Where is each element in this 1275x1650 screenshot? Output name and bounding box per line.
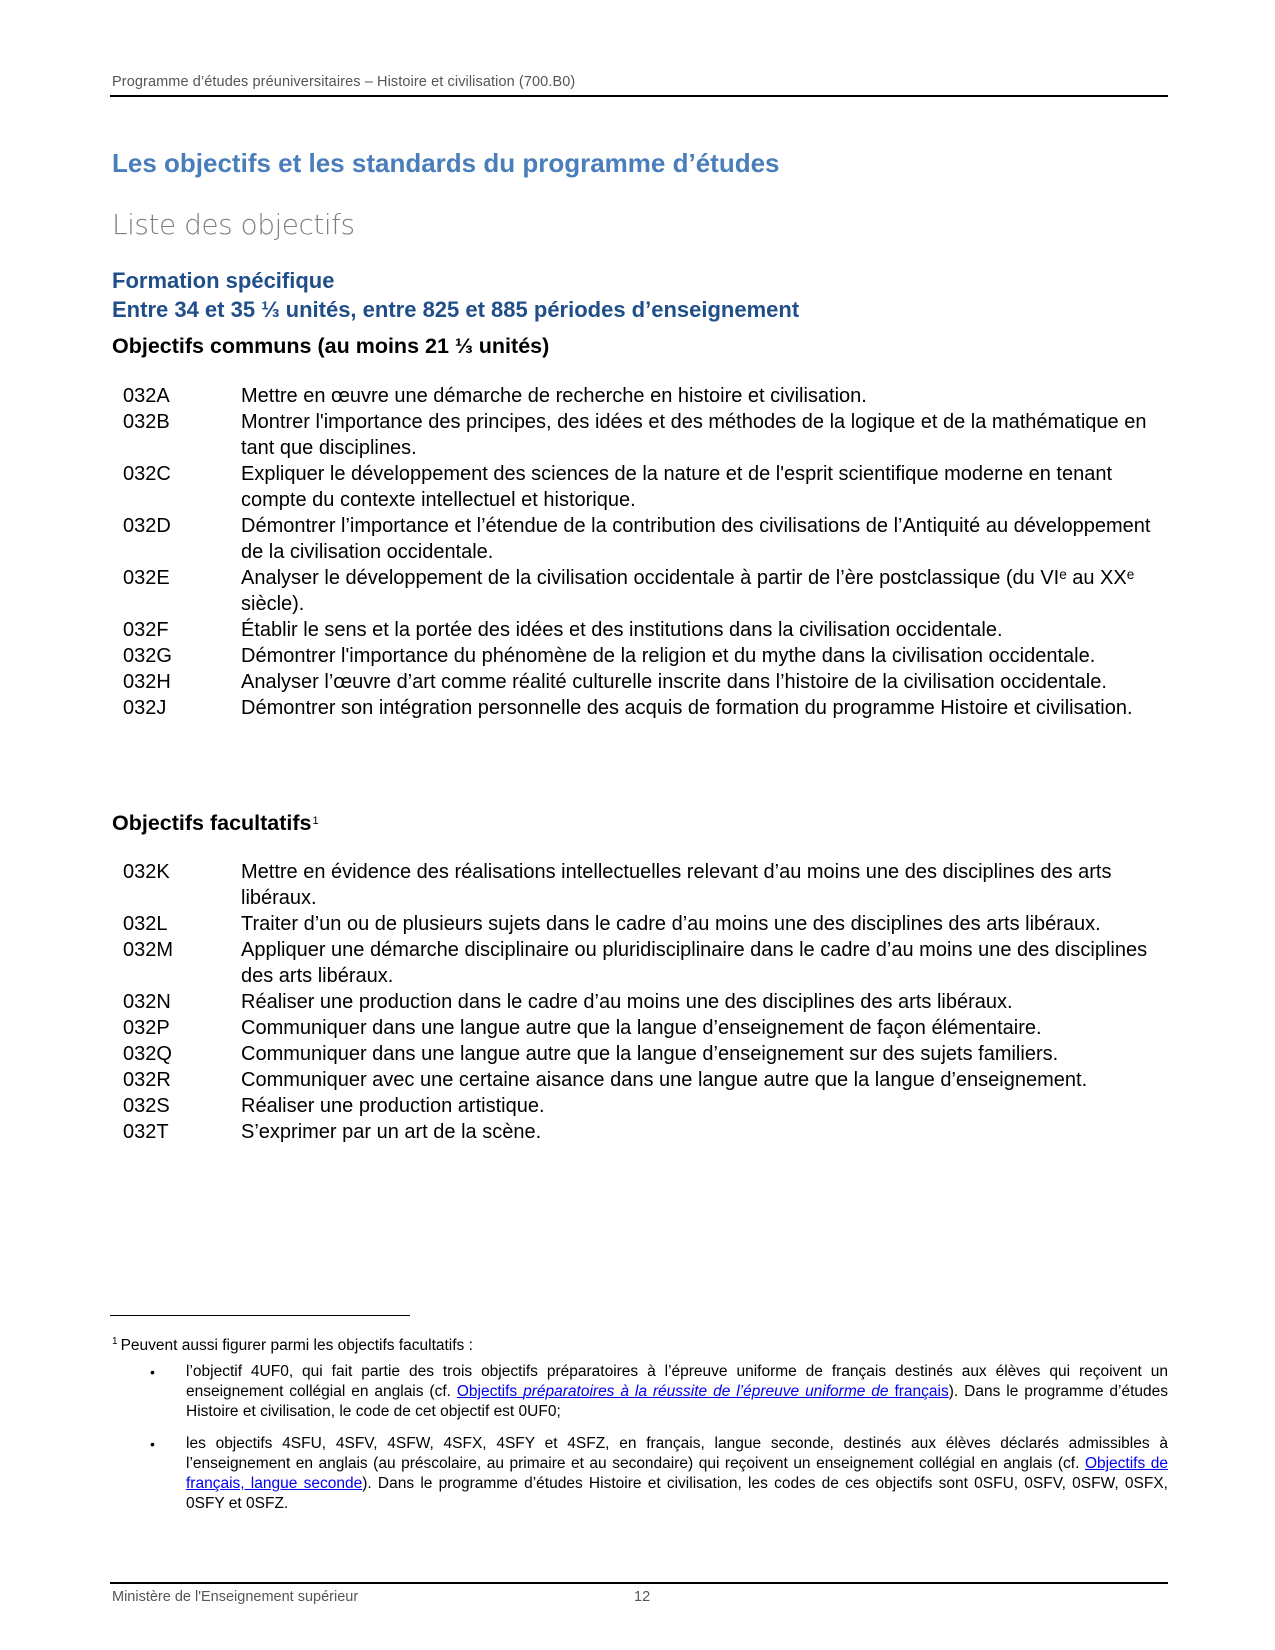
objective-text: Analyser le développement de la civilisation occidentale à partir de l’ère postclassique (du VIᵉ au XXᵉ siècle). <box>241 567 1135 615</box>
page-title: Les objectifs et les standards du programme d’études <box>112 148 780 178</box>
footer-ministry: Ministère de l'Enseignement supérieur <box>112 1589 359 1605</box>
footnote-intro <box>112 1336 473 1355</box>
objective-text: Mettre en œuvre une démarche de recherche en histoire et civilisation. <box>241 385 867 407</box>
objective-text: Communiquer dans une langue autre que la langue d’enseignement de façon élémentaire. <box>241 1017 1042 1039</box>
footnote-intro-text: Peuvent aussi figurer parmi les objectifs facultatifs : <box>120 1337 473 1354</box>
objective-code: 032M <box>123 939 174 961</box>
footnote-text <box>186 1434 1168 1514</box>
bullet-icon: • <box>150 1364 155 1380</box>
objectives-facultatifs-list <box>123 859 1168 1145</box>
running-header: Programme d’études préuniversitaires – Histoire et civilisation (700.B0) <box>112 74 576 90</box>
objective-code: 032Q <box>123 1043 172 1065</box>
objective-code: 032J <box>123 697 167 719</box>
objective-row <box>123 669 1168 695</box>
footnote-item <box>150 1362 1168 1422</box>
objective-text: Démontrer l'importance du phénomène de la religion et du mythe dans la civilisation occidentale. <box>241 645 1096 667</box>
objective-code: 032A <box>123 385 170 407</box>
objective-code: 032F <box>123 619 169 641</box>
objective-row <box>123 695 1168 721</box>
link-text-tail: français <box>888 1383 949 1400</box>
objective-row <box>123 1119 1168 1145</box>
objective-text: Expliquer le développement des sciences de la nature et de l'esprit scientifique moderne en tenant compte du contexte intellectuel et historique. <box>241 463 1113 511</box>
footnote-text-after: ). Dans le programme d’études Histoire et civilisation, le code de cet objectif est 0UF0; <box>186 1383 1169 1420</box>
objective-code: 032L <box>123 913 168 935</box>
objective-code: 032N <box>123 991 171 1013</box>
objective-row <box>123 513 1168 565</box>
objective-text: Traiter d’un ou de plusieurs sujets dans le cadre d’au moins une des disciplines des arts libéraux. <box>241 913 1101 935</box>
link-francais-langue-seconde[interactable]: Objectifs de français, langue seconde <box>186 1455 1168 1492</box>
objective-code: 032G <box>123 645 172 667</box>
objective-row <box>123 1093 1168 1119</box>
link-text-plain: Objectifs <box>456 1383 524 1400</box>
page-number: 12 <box>634 1589 651 1605</box>
objective-row <box>123 1015 1168 1041</box>
header-rule <box>110 95 1168 97</box>
formation-units: Entre 34 et 35 ⅓ unités, entre 825 et 885 périodes d’enseignement <box>112 297 800 322</box>
objective-code: 032C <box>123 463 171 485</box>
objective-row <box>123 1067 1168 1093</box>
objective-row <box>123 409 1168 461</box>
bullet-icon: • <box>150 1436 155 1452</box>
objective-text: Réaliser une production dans le cadre d’au moins une des disciplines des arts libéraux. <box>241 991 1013 1013</box>
footnote-text-before: l’objectif 4UF0, qui fait partie des trois objectifs préparatoires à l’épreuve uniforme de français destinés aux élèves qui reçoivent un enseignement collégial en anglais (cf. <box>186 1363 1168 1400</box>
objective-text: Montrer l'importance des principes, des idées et des méthodes de la logique et de la mathématique en tant que disciplines. <box>241 411 1147 459</box>
section-heading-communs: Objectifs communs (au moins 21 ⅓ unités) <box>112 334 550 358</box>
objectives-communs-list <box>123 383 1168 721</box>
objective-row <box>123 937 1168 989</box>
objective-row <box>123 565 1168 617</box>
objective-code: 032P <box>123 1017 170 1039</box>
objective-row <box>123 461 1168 513</box>
objective-row <box>123 911 1168 937</box>
footnote-text <box>186 1362 1168 1422</box>
objective-code: 032D <box>123 515 171 537</box>
objective-text: Analyser l’œuvre d’art comme réalité culturelle inscrite dans l’histoire de la civilisation occidentale. <box>241 671 1107 693</box>
formation-title: Formation spécifique <box>112 268 335 293</box>
footnote-item <box>150 1434 1168 1514</box>
link-text-italic: préparatoires à la réussite de l’épreuve uniforme de <box>523 1383 889 1400</box>
objective-code: 032E <box>123 567 170 589</box>
formation-heading <box>112 266 799 324</box>
objective-text: Démontrer l’importance et l’étendue de la contribution des civilisations de l’Antiquité au développement de la civilisation occidentale. <box>241 515 1151 563</box>
objective-text: Appliquer une démarche disciplinaire ou pluridisciplinaire dans le cadre d’au moins une des disciplines des arts libéraux. <box>241 939 1148 987</box>
objective-text: Démontrer son intégration personnelle des acquis de formation du programme Histoire et civilisation. <box>241 697 1133 719</box>
objective-row <box>123 1041 1168 1067</box>
footer-rule <box>110 1582 1168 1584</box>
objective-code: 032R <box>123 1069 171 1091</box>
footnote-reference[interactable]: 1 <box>312 815 319 827</box>
objective-code: 032S <box>123 1095 170 1117</box>
objective-row <box>123 617 1168 643</box>
objective-code: 032K <box>123 861 170 883</box>
objective-code: 032T <box>123 1121 169 1143</box>
objective-row <box>123 859 1168 911</box>
objective-row <box>123 643 1168 669</box>
objective-text: S’exprimer par un art de la scène. <box>241 1121 542 1143</box>
objective-row <box>123 989 1168 1015</box>
objective-code: 032B <box>123 411 170 433</box>
footnote-separator <box>110 1315 410 1316</box>
page-subtitle: Liste des objectifs <box>112 208 355 241</box>
objective-text: Réaliser une production artistique. <box>241 1095 545 1117</box>
objective-row <box>123 383 1168 409</box>
objective-text: Établir le sens et la portée des idées et des institutions dans la civilisation occidentale. <box>241 619 1003 641</box>
footnote-text-before: les objectifs 4SFU, 4SFV, 4SFW, 4SFX, 4SFY et 4SFZ, en français, langue seconde, destinés aux élèves déclarés admissibles à l’enseignement en anglais (au préscolaire, au primaire et au secondaire) qui reçoivent un enseignement collégial en anglais (cf. <box>186 1435 1168 1472</box>
section-heading-facultatifs <box>112 811 319 836</box>
footnote-text-after: ). Dans le programme d’études Histoire et civilisation, les codes de ces objectifs sont 0SFU, 0SFV, 0SFW, 0SFX, 0SFY et 0SFZ. <box>186 1475 1168 1512</box>
footnote-list <box>150 1362 1168 1526</box>
objective-code: 032H <box>123 671 171 693</box>
link-epreuve-uniforme[interactable] <box>457 1383 949 1400</box>
objective-text: Mettre en évidence des réalisations intellectuelles relevant d’au moins une des disciplines des arts libéraux. <box>241 861 1112 909</box>
facultatifs-heading-text: Objectifs facultatifs <box>112 811 312 835</box>
objective-text: Communiquer avec une certaine aisance dans une langue autre que la langue d’enseignement. <box>241 1069 1088 1091</box>
objective-text: Communiquer dans une langue autre que la langue d’enseignement sur des sujets familiers. <box>241 1043 1059 1065</box>
footnote-mark: 1 <box>112 1336 118 1347</box>
